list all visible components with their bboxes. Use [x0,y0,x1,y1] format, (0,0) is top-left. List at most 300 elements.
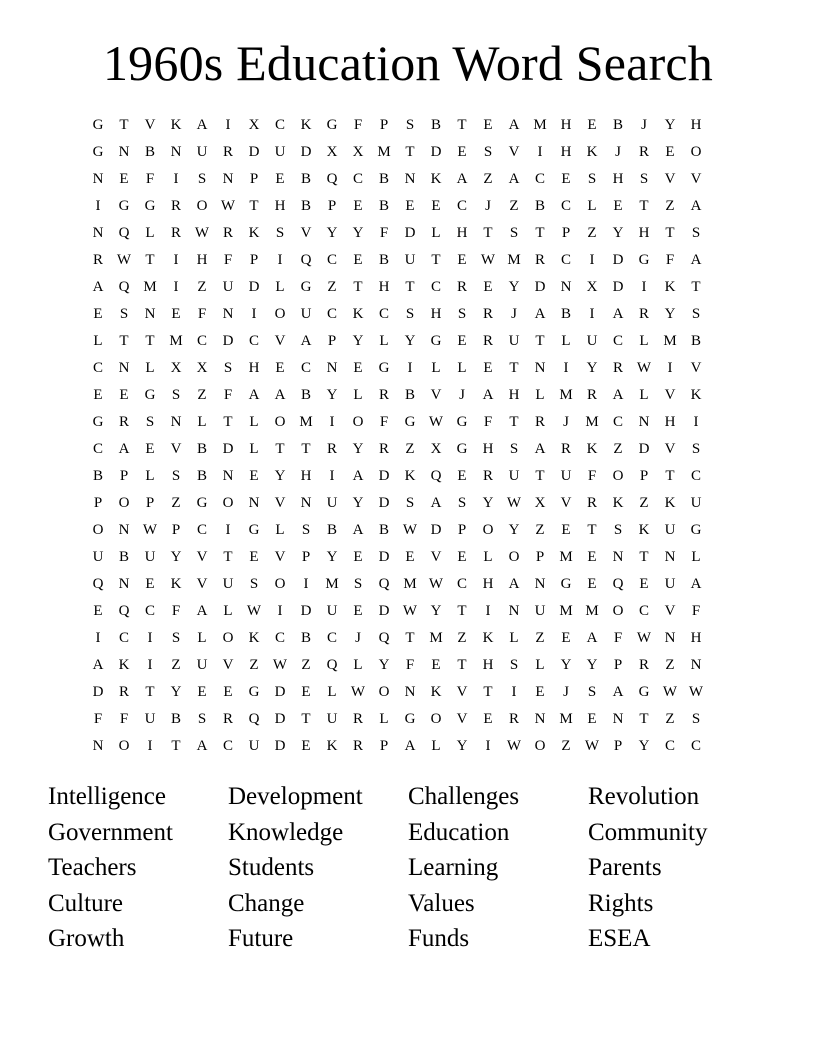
grid-letter: L [431,225,441,241]
grid-letter: Z [665,657,675,673]
grid-letter: C [196,522,207,538]
grid-letter: C [326,252,337,268]
grid-letter: W [194,225,210,241]
grid-letter: U [274,144,286,160]
grid-letter: C [92,360,103,376]
search-word: ESEA [588,925,651,952]
grid-letter: A [92,657,104,673]
search-word: Knowledge [228,818,344,846]
grid-row [85,625,735,652]
grid-letter: A [612,306,624,322]
grid-letter: C [456,198,467,214]
grid-letter: I [511,684,517,700]
grid-letter: O [482,522,494,538]
grid-letter: R [534,252,545,268]
grid-letter: F [691,603,701,619]
grid-letter: J [641,117,647,133]
grid-letter: D [222,441,234,457]
grid-letter: M [559,711,573,727]
grid-letter: X [170,360,182,376]
grid-letter: L [483,549,493,565]
grid-letter: E [353,198,363,214]
grid-letter: S [405,117,415,133]
grid-letter: Y [378,657,390,673]
grid-letter: G [456,414,468,430]
grid-letter: Y [456,738,468,754]
grid-letter: B [300,171,311,187]
grid-letter: V [274,333,286,349]
grid-letter: N [612,711,624,727]
grid-letter: N [664,630,676,646]
grid-letter: G [690,522,702,538]
grid-letter: A [430,495,442,511]
grid-letter: Z [587,225,597,241]
grid-letter: Z [639,495,649,511]
grid-letter: I [147,630,153,646]
grid-letter: A [456,171,468,187]
grid-letter: L [275,522,285,538]
grid-letter: R [378,441,389,457]
grid-letter: S [691,225,701,241]
grid-letter: S [509,225,519,241]
grid-letter: A [586,630,598,646]
grid-letter: U [248,738,260,754]
grid-letter: S [301,522,311,538]
grid-letter: R [482,468,493,484]
grid-letter: Q [92,576,104,592]
grid-letter: M [663,333,677,349]
grid-letter: O [690,144,702,160]
grid-letter: W [662,684,678,700]
grid-letter: T [145,333,155,349]
grid-letter: P [119,468,129,484]
grid-letter: I [277,603,283,619]
grid-letter: Y [404,333,416,349]
grid-letter: Z [561,738,571,754]
grid-letter: C [456,576,467,592]
grid-letter: H [248,360,260,376]
grid-letter: O [430,711,442,727]
grid-letter: V [508,144,520,160]
grid-letter: F [587,468,597,484]
grid-letter: B [404,387,415,403]
grid-letter: G [404,711,416,727]
grid-letter: K [664,279,676,295]
grid-letter: T [275,441,285,457]
grid-letter: B [378,522,389,538]
grid-letter: E [353,360,363,376]
grid-letter: A [508,171,520,187]
grid-letter: G [300,279,312,295]
grid-letter: P [379,117,389,133]
grid-letter: H [508,387,520,403]
grid-letter: T [431,252,441,268]
grid-letter: C [118,630,129,646]
grid-letter: T [535,225,545,241]
grid-letter: E [483,360,493,376]
grid-letter: U [196,657,208,673]
grid-letter: M [169,333,183,349]
grid-letter: W [428,576,444,592]
grid-letter: A [196,117,208,133]
grid-letter: A [534,306,546,322]
grid-letter: F [145,171,155,187]
grid-letter: U [508,333,520,349]
grid-letter: Y [586,360,598,376]
grid-letter: N [690,657,702,673]
grid-letter: U [196,144,208,160]
grid-letter: F [483,414,493,430]
grid-letter: D [300,144,312,160]
grid-letter: G [430,333,442,349]
grid-row [85,706,735,733]
grid-letter: E [353,549,363,565]
grid-letter: U [326,495,338,511]
grid-letter: C [274,630,285,646]
grid-letter: Z [665,711,675,727]
grid-row [85,112,735,139]
grid-letter: B [196,441,207,457]
grid-letter: P [327,333,337,349]
search-word: Revolution [588,783,700,810]
grid-letter: M [559,549,573,565]
grid-letter: V [222,657,234,673]
grid-letter: G [638,252,650,268]
grid-letter: R [456,279,467,295]
grid-letter: H [300,468,312,484]
grid-letter: U [326,603,338,619]
grid-letter: V [690,171,702,187]
grid-letter: T [457,117,467,133]
search-word: Growth [48,925,125,952]
grid-letter: L [353,657,363,673]
grid-letter: E [613,198,623,214]
grid-letter: K [248,225,260,241]
grid-letter: G [404,414,416,430]
grid-letter: S [171,387,181,403]
grid-letter: B [118,549,129,565]
grid-letter: E [301,684,311,700]
grid-letter: R [534,414,545,430]
grid-letter: H [274,198,286,214]
grid-letter: A [92,279,104,295]
grid-letter: V [430,549,442,565]
grid-letter: N [170,144,182,160]
grid-letter: P [301,549,311,565]
grid-letter: Y [482,495,494,511]
grid-letter: K [300,117,312,133]
grid-letter: R [612,360,623,376]
grid-letter: Q [248,711,260,727]
grid-letter: C [378,306,389,322]
grid-letter: D [248,144,260,160]
grid-row [85,679,735,706]
word-list-row [48,779,788,815]
grid-letter: N [170,414,182,430]
grid-letter: G [196,495,208,511]
grid-letter: B [92,468,103,484]
grid-letter: N [664,549,676,565]
grid-letter: R [508,711,519,727]
grid-letter: U [326,711,338,727]
grid-letter: F [379,225,389,241]
grid-letter: G [326,117,338,133]
grid-letter: K [586,144,598,160]
grid-letter: L [457,360,467,376]
grid-letter: E [457,468,467,484]
grid-letter: C [326,306,337,322]
grid-letter: Y [326,549,338,565]
grid-letter: L [275,279,285,295]
grid-letter: V [456,711,468,727]
grid-letter: D [222,333,234,349]
grid-letter: T [483,684,493,700]
grid-letter: T [509,360,519,376]
grid-letter: R [222,225,233,241]
grid-letter: I [173,279,179,295]
grid-letter: W [142,522,158,538]
grid-letter: C [300,360,311,376]
grid-row [85,463,735,490]
grid-row [85,382,735,409]
grid-letter: K [170,576,182,592]
grid-letter: T [353,279,363,295]
grid-letter: A [508,117,520,133]
grid-letter: R [638,657,649,673]
search-word: Teachers [48,854,137,881]
grid-letter: O [222,630,234,646]
grid-letter: T [665,468,675,484]
grid-letter: A [404,738,416,754]
grid-letter: E [93,603,103,619]
grid-letter: R [170,225,181,241]
grid-row [85,571,735,598]
grid-letter: R [378,387,389,403]
grid-letter: A [248,387,260,403]
word-list-row [48,850,788,886]
grid-letter: X [534,495,546,511]
grid-letter: A [196,603,208,619]
grid-letter: D [378,549,390,565]
grid-letter: U [144,711,156,727]
grid-letter: A [690,198,702,214]
grid-letter: F [223,387,233,403]
grid-letter: X [248,117,260,133]
grid-letter: S [223,360,233,376]
grid-letter: E [431,657,441,673]
grid-letter: P [93,495,103,511]
grid-letter: S [509,441,519,457]
grid-letter: L [145,468,155,484]
grid-letter: I [95,630,101,646]
grid-letter: J [355,630,361,646]
grid-letter: J [563,414,569,430]
grid-row [85,517,735,544]
grid-letter: S [457,306,467,322]
grid-letter: Z [171,657,181,673]
grid-letter: N [300,495,312,511]
grid-letter: E [587,711,597,727]
grid-row [85,355,735,382]
grid-letter: R [638,306,649,322]
grid-letter: C [352,171,363,187]
grid-letter: P [249,171,259,187]
grid-row [85,220,735,247]
grid-letter: F [613,630,623,646]
grid-letter: F [379,414,389,430]
grid-letter: M [585,603,599,619]
grid-letter: J [615,144,621,160]
grid-letter: Z [613,441,623,457]
grid-letter: H [196,252,208,268]
grid-letter: O [196,198,208,214]
grid-letter: S [249,576,259,592]
grid-letter: W [428,414,444,430]
grid-letter: U [664,576,676,592]
grid-letter: O [274,306,286,322]
grid-letter: M [429,630,443,646]
grid-letter: S [171,468,181,484]
grid-letter: F [665,252,675,268]
grid-letter: A [612,387,624,403]
grid-letter: D [378,495,390,511]
grid-letter: I [225,522,231,538]
grid-letter: D [92,684,104,700]
grid-letter: G [248,684,260,700]
grid-letter: K [248,630,260,646]
grid-letter: T [119,333,129,349]
grid-letter: S [691,306,701,322]
grid-letter: S [483,144,493,160]
grid-letter: S [691,441,701,457]
grid-letter: Y [508,279,520,295]
grid-letter: F [405,657,415,673]
grid-letter: I [251,306,257,322]
grid-letter: T [665,225,675,241]
grid-letter: D [638,441,650,457]
grid-letter: W [506,738,522,754]
grid-letter: F [353,117,363,133]
grid-letter: N [326,360,338,376]
grid-letter: A [690,252,702,268]
grid-letter: N [144,306,156,322]
grid-letter: W [116,252,132,268]
grid-letter: D [612,252,624,268]
grid-letter: C [222,738,233,754]
grid-letter: A [352,522,364,538]
grid-letter: O [352,414,364,430]
grid-letter: E [561,171,571,187]
grid-letter: Q [326,657,338,673]
search-word: Funds [408,925,470,952]
search-word: Change [228,889,305,917]
grid-letter: H [456,225,468,241]
grid-letter: Y [170,549,182,565]
word-list-row [48,886,788,922]
search-word: Parents [588,854,662,881]
grid-letter: Q [118,225,130,241]
grid-letter: N [560,279,572,295]
grid-letter: B [300,387,311,403]
grid-letter: I [95,198,101,214]
grid-letter: V [664,171,676,187]
grid-letter: W [480,252,496,268]
grid-letter: L [587,198,597,214]
grid-letter: C [430,279,441,295]
grid-letter: S [197,171,207,187]
grid-letter: T [249,198,259,214]
grid-letter: L [535,657,545,673]
grid-letter: U [92,549,104,565]
grid-letter: V [430,387,442,403]
grid-letter: G [92,144,104,160]
grid-letter: N [508,603,520,619]
grid-letter: J [511,306,517,322]
grid-letter: L [431,360,441,376]
grid-letter: Y [586,657,598,673]
grid-letter: M [325,576,339,592]
grid-letter: Q [612,576,624,592]
grid-letter: R [222,711,233,727]
grid-letter: S [405,306,415,322]
grid-letter: L [197,630,207,646]
grid-letter: F [119,711,129,727]
grid-letter: E [93,387,103,403]
grid-letter: I [589,252,595,268]
grid-letter: K [326,738,338,754]
grid-letter: N [92,225,104,241]
grid-letter: N [118,360,130,376]
grid-letter: A [118,441,130,457]
grid-letter: V [170,441,182,457]
grid-letter: E [457,333,467,349]
grid-letter: R [352,738,363,754]
grid-letter: P [145,495,155,511]
search-word: Students [228,854,315,881]
grid-row [85,733,735,760]
grid-letter: T [145,252,155,268]
grid-letter: R [92,252,103,268]
grid-letter: H [482,657,494,673]
grid-letter: G [248,522,260,538]
grid-letter: V [274,549,286,565]
grid-letter: L [431,738,441,754]
grid-letter: S [509,657,519,673]
grid-letter: U [690,495,702,511]
grid-letter: M [559,387,573,403]
grid-letter: T [405,279,415,295]
grid-letter: N [534,360,546,376]
grid-letter: L [145,360,155,376]
grid-letter: N [404,684,416,700]
grid-letter: I [173,252,179,268]
grid-letter: E [353,252,363,268]
grid-letter: D [534,279,546,295]
grid-letter: Q [430,468,442,484]
grid-letter: D [430,144,442,160]
grid-letter: H [612,171,624,187]
grid-letter: G [456,441,468,457]
grid-letter: B [378,171,389,187]
grid-letter: I [485,738,491,754]
grid-row [85,139,735,166]
grid-letter: K [586,441,598,457]
grid-letter: Y [612,225,624,241]
grid-letter: T [457,657,467,673]
grid-letter: B [560,306,571,322]
grid-letter: L [639,333,649,349]
grid-letter: Y [508,522,520,538]
